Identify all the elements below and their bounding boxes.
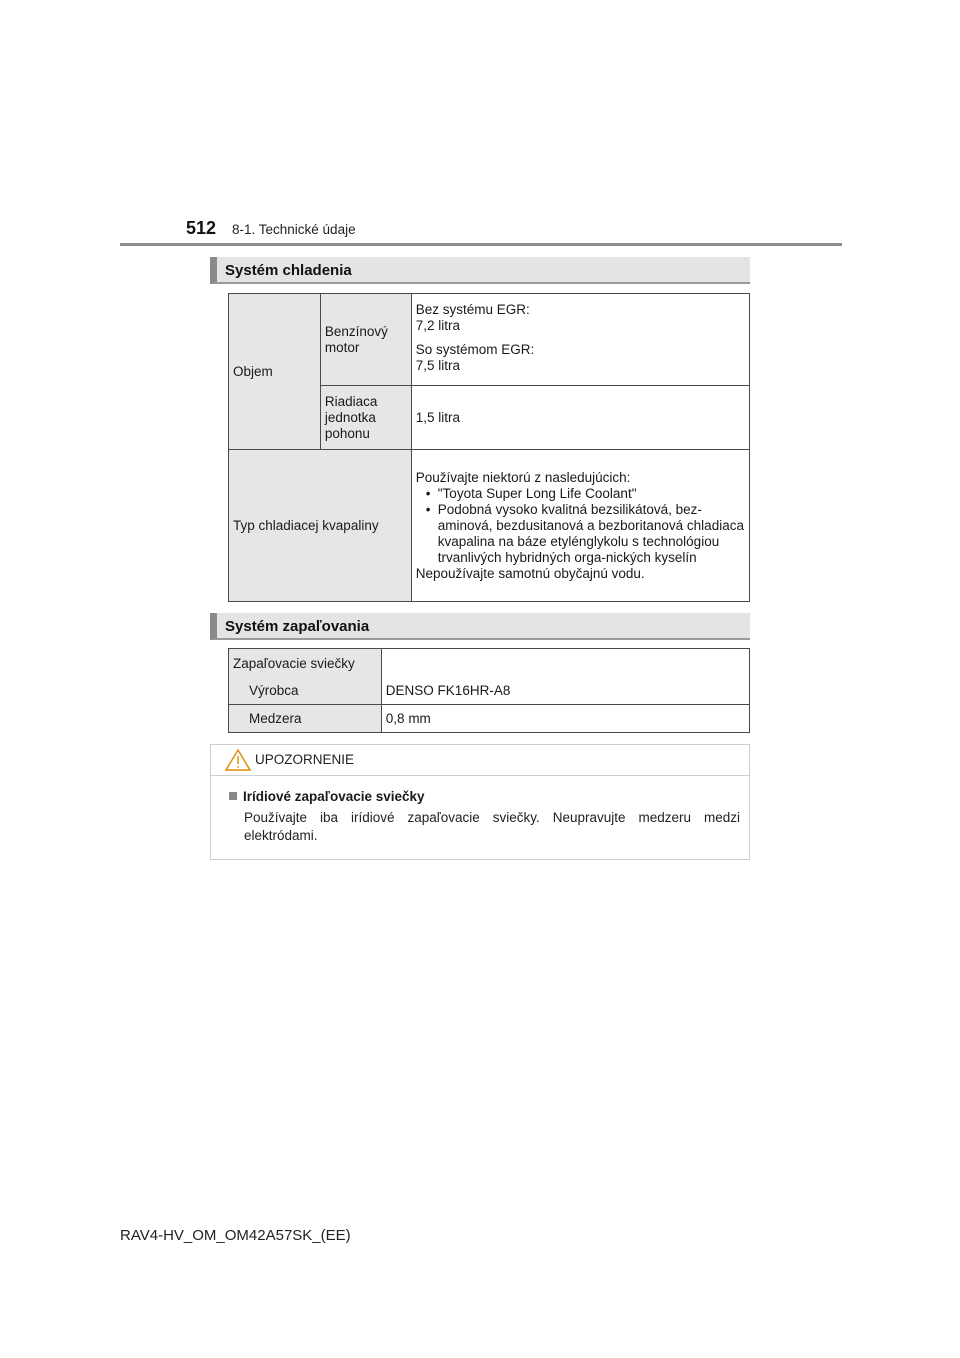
maker-label: Výrobca bbox=[249, 683, 299, 698]
coolant-type-value bbox=[411, 450, 749, 602]
cell-text: Zapaľovacie sviečky bbox=[233, 656, 355, 671]
gap-value bbox=[381, 705, 749, 733]
list-item: • Podobná vysoko kvalitná bezsilikátová, bez-aminová, bezdusitanová a bezboritanová chladiaca kvapalina na báze etylénglykolu s technológiou trvanlivých hybridných orga-nických kyselín bbox=[416, 502, 745, 566]
section-heading-cooling bbox=[210, 257, 750, 284]
coolant-intro: Používajte niektorú z nasledujúcich: bbox=[415, 469, 631, 485]
gasoline-engine-label bbox=[320, 294, 411, 386]
value-line: Bez systému EGR: bbox=[415, 302, 530, 317]
gasoline-engine-value bbox=[411, 294, 749, 386]
ignition-table bbox=[228, 648, 750, 733]
square-bullet-icon bbox=[229, 792, 237, 800]
running-head: 8-1. Technické údaje bbox=[232, 222, 356, 237]
table-row bbox=[229, 705, 750, 733]
cell-text: Objem bbox=[233, 363, 273, 379]
caution-title: UPOZORNENIE bbox=[255, 752, 355, 767]
gap-label bbox=[229, 705, 382, 733]
section-heading-ignition bbox=[210, 613, 750, 640]
table-row bbox=[229, 450, 750, 602]
cell-text: 1,5 litra bbox=[415, 409, 461, 425]
cell-text: Benzínový motor bbox=[324, 324, 388, 355]
cell-text: DENSO FK16HR-A8 bbox=[385, 683, 511, 698]
list-item: • "Toyota Super Long Life Coolant" bbox=[416, 486, 745, 502]
section-title: Systém chladenia bbox=[225, 262, 352, 279]
page-number: 512 bbox=[186, 218, 217, 238]
subtitle-text: Irídiové zapaľovacie sviečky bbox=[243, 789, 425, 804]
cooling-table bbox=[228, 293, 750, 602]
caution-header bbox=[211, 745, 749, 776]
section-title: Systém zapaľovania bbox=[225, 618, 370, 635]
caution-text: Používajte iba irídiové zapaľovacie sviečky. Neupravujte medzeru medzi elektródami. bbox=[244, 810, 740, 843]
cell-text: Riadiaca jednotka pohonu bbox=[324, 393, 378, 441]
coolant-note: Nepoužívajte samotnú obyčajnú vodu. bbox=[415, 565, 645, 581]
coolant-type-label bbox=[229, 450, 412, 602]
table-row bbox=[229, 294, 750, 386]
caution-box bbox=[210, 744, 750, 860]
table-row bbox=[229, 649, 750, 705]
capacity-label bbox=[229, 294, 321, 450]
value-line: 7,2 litra bbox=[415, 318, 461, 333]
value-line: 7,5 litra bbox=[415, 358, 461, 373]
caution-subtitle bbox=[229, 789, 425, 804]
maker-value bbox=[381, 649, 749, 705]
pcu-value bbox=[411, 386, 749, 450]
pcu-label bbox=[320, 386, 411, 450]
spark-plug-label bbox=[229, 649, 382, 705]
footer-code: RAV4-HV_OM_OM42A57SK_(EE) bbox=[120, 1227, 351, 1244]
header-rule bbox=[120, 243, 842, 246]
value-line: So systémom EGR: bbox=[415, 342, 535, 357]
warning-triangle-icon bbox=[225, 748, 251, 777]
coolant-options bbox=[416, 486, 745, 566]
cell-text: Medzera bbox=[249, 710, 302, 726]
cell-text: 0,8 mm bbox=[385, 710, 431, 726]
cell-text: Typ chladiacej kvapaliny bbox=[233, 517, 379, 533]
